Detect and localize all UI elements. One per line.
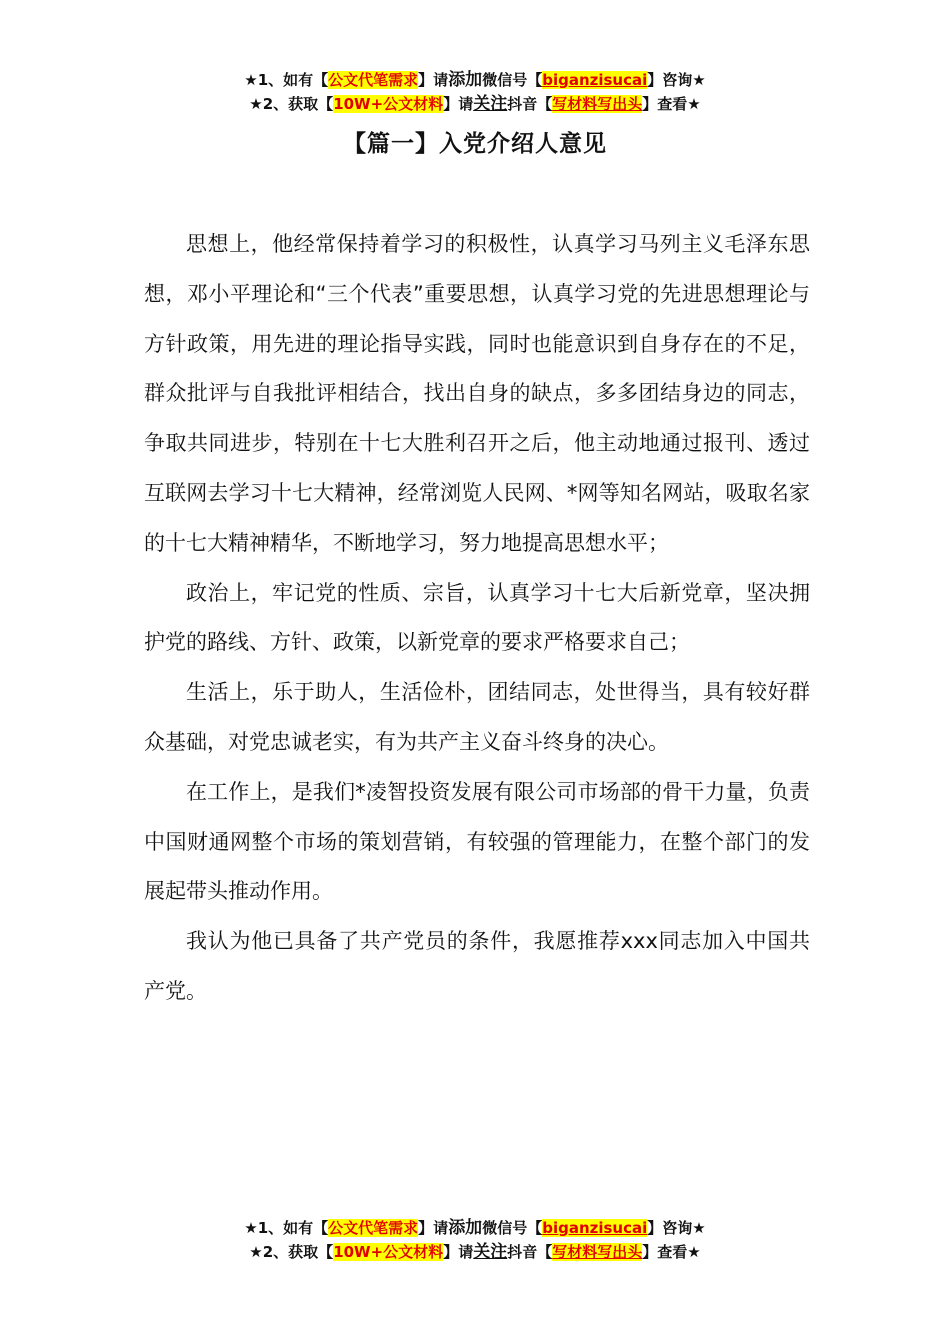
banner-text: 】查看★ bbox=[642, 1243, 701, 1261]
banner-text: 】请 bbox=[418, 1219, 449, 1237]
banner-emphasis: 添加 bbox=[448, 1218, 483, 1238]
banner-highlight-service: 公文代笔需求 bbox=[328, 71, 419, 89]
banner-text: ★2、获取【 bbox=[249, 1243, 334, 1261]
banner-highlight-materials: 10W+公文材料 bbox=[333, 1243, 444, 1261]
footer-banner bbox=[0, 1216, 950, 1264]
header-banner bbox=[0, 68, 950, 116]
document-body bbox=[144, 220, 810, 1017]
banner-highlight-wechat-id: biganzisucai bbox=[542, 71, 648, 89]
banner-emphasis: 关注 bbox=[473, 94, 508, 114]
banner-highlight-douyin-id: 写材料写出头 bbox=[552, 95, 643, 113]
banner-highlight-service: 公文代笔需求 bbox=[328, 1219, 419, 1237]
banner-text: 微信号【 bbox=[482, 71, 543, 89]
banner-highlight-douyin-id: 写材料写出头 bbox=[552, 1243, 643, 1261]
header-banner-line-2 bbox=[0, 92, 950, 116]
header-banner-line-1 bbox=[0, 68, 950, 92]
banner-text: 】查看★ bbox=[642, 95, 701, 113]
banner-emphasis: 关注 bbox=[473, 1242, 508, 1262]
document-title: 【篇一】入党介绍人意见 bbox=[343, 131, 607, 157]
paragraph-politics: 政治上，牢记党的性质、宗旨，认真学习十七大后新党章，坚决拥护党的路线、方针、政策，以新党章的要求严格要求自己； bbox=[144, 580, 810, 655]
paragraph-ideology: 思想上，他经常保持着学习的积极性，认真学习马列主义毛泽东思想，邓小平理论和“三个代表”重要思想，认真学习党的先进思想理论与方针政策，用先进的理论指导实践，同时也能意识到自身存在的不足，群众批评与自我批评相结合，找出自身的缺点，多多团结身边的同志，争取共同进步，特别在十七大胜利召开之后，他主动地通过报刊、透过互联网去学习十七大精神，经常浏览人民网、*网等知名网站，吸取名家的十七大精神精华，不断地学习，努力地提高思想水平； bbox=[144, 232, 810, 555]
banner-text: 】请 bbox=[418, 71, 449, 89]
paragraph-work: 在工作上，是我们*凌智投资发展有限公司市场部的骨干力量，负责中国财通网整个市场的策划营销，有较强的管理能力，在整个部门的发展起带头推动作用。 bbox=[144, 779, 810, 904]
banner-text: 】请 bbox=[443, 95, 474, 113]
banner-highlight-materials: 10W+公文材料 bbox=[333, 95, 444, 113]
paragraph-life: 生活上，乐于助人，生活俭朴，团结同志，处世得当，具有较好群众基础，对党忠诚老实，有为共产主义奋斗终身的决心。 bbox=[144, 680, 810, 754]
banner-text: ★1、如有【 bbox=[244, 1219, 329, 1237]
banner-text: 】咨询★ bbox=[647, 1219, 706, 1237]
banner-text: 抖音【 bbox=[507, 95, 553, 113]
banner-text: ★1、如有【 bbox=[244, 71, 329, 89]
paragraph-recommendation: 我认为他已具备了共产党员的条件，我愿推荐xxx同志加入中国共产党。 bbox=[144, 929, 810, 1003]
banner-text: 微信号【 bbox=[482, 1219, 543, 1237]
banner-text: ★2、获取【 bbox=[249, 95, 334, 113]
banner-highlight-wechat-id: biganzisucai bbox=[542, 1219, 648, 1237]
banner-text: 抖音【 bbox=[507, 1243, 553, 1261]
banner-text: 】咨询★ bbox=[647, 71, 706, 89]
footer-banner-line-2 bbox=[0, 1240, 950, 1264]
banner-text: 】请 bbox=[443, 1243, 474, 1261]
footer-banner-line-1 bbox=[0, 1216, 950, 1240]
banner-emphasis: 添加 bbox=[448, 70, 483, 90]
